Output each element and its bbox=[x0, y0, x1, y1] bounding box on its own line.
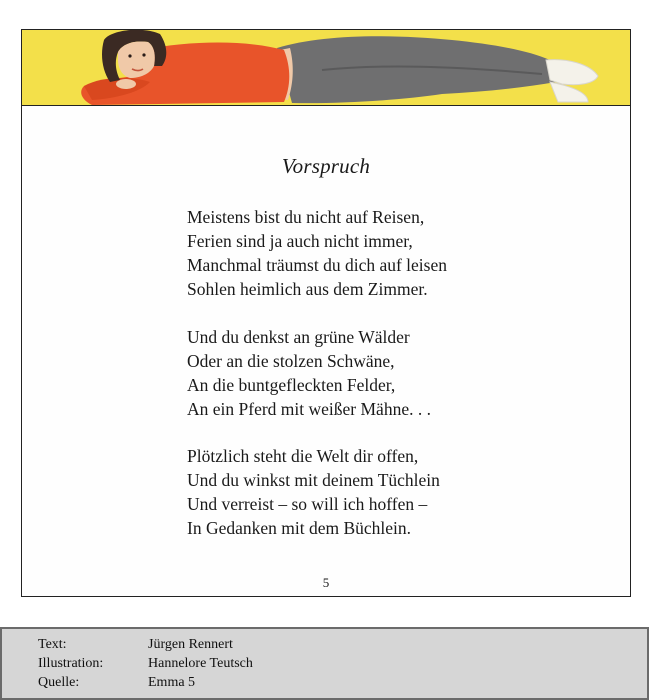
poem-line: Sohlen heimlich aus dem Zimmer. bbox=[187, 279, 428, 299]
poem-line: Und du winkst mit deinem Tüchlein bbox=[187, 470, 440, 490]
poem-line: Oder an die stolzen Schwäne, bbox=[187, 350, 395, 371]
credit-value: Emma 5 bbox=[148, 675, 196, 690]
stanza-3 bbox=[187, 444, 447, 540]
trousers bbox=[277, 36, 556, 103]
poem-line: Und verreist – so will ich hoffen – bbox=[187, 494, 428, 514]
poem-line: An ein Pferd mit weißer Mähne. . . bbox=[187, 398, 431, 419]
illustration-banner bbox=[22, 30, 630, 106]
stanza-2 bbox=[187, 325, 447, 421]
poem-title: Vorspruch bbox=[281, 154, 371, 178]
poem-line: Plötzlich steht die Welt dir offen, bbox=[187, 446, 419, 466]
poem-line: In Gedanken mit dem Büchlein. bbox=[187, 518, 412, 538]
stanza-1 bbox=[187, 205, 447, 301]
credit-label: Text: bbox=[38, 637, 67, 652]
page-number: 5 bbox=[322, 575, 330, 590]
credit-value: Hannelore Teutsch bbox=[148, 656, 253, 671]
credit-label: Quelle: bbox=[38, 675, 80, 690]
credits-panel bbox=[0, 627, 649, 700]
poem-body bbox=[187, 205, 447, 564]
poem-line: Ferien sind ja auch nicht immer, bbox=[187, 231, 413, 251]
girl-illustration bbox=[22, 30, 630, 105]
book-page bbox=[21, 29, 631, 597]
credit-label: Illustration: bbox=[38, 656, 104, 671]
poem-line: Meistens bist du nicht auf Reisen, bbox=[187, 207, 425, 227]
poem-line: Manchmal träumst du dich auf leisen bbox=[187, 255, 447, 275]
socks bbox=[546, 60, 598, 85]
poem-line: An die buntgefleckten Felder, bbox=[187, 374, 396, 395]
credit-value: Jürgen Rennert bbox=[148, 637, 233, 652]
poem-line: Und du denkst an grüne Wälder bbox=[187, 326, 410, 347]
